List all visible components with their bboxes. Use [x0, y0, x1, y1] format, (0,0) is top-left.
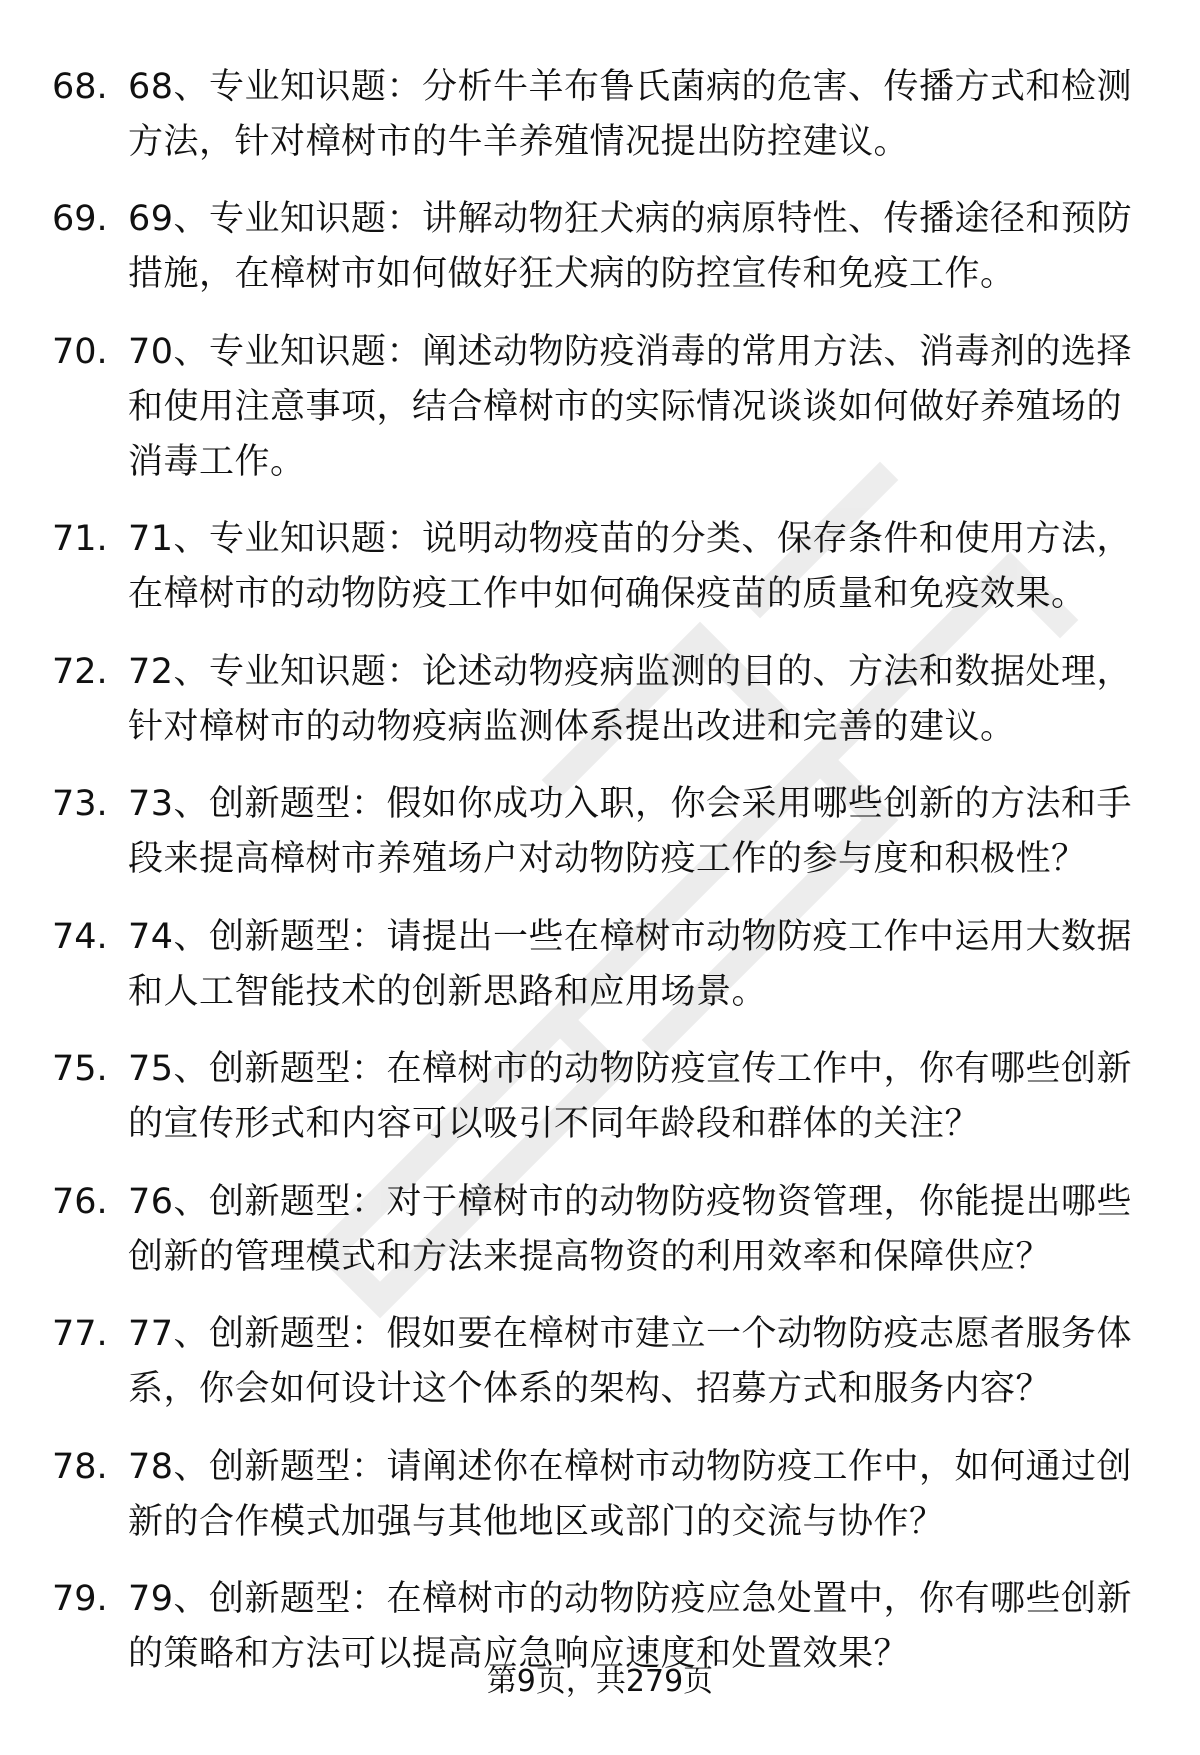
question-number: 78. — [52, 1447, 108, 1487]
question-number: 75. — [52, 1049, 108, 1089]
question-text: 78、创新题型：请阐述你在樟树市动物防疫工作中，如何通过创新的合作模式加强与其他地区或部门的交流与协作？ — [128, 1447, 1133, 1542]
question-number: 76. — [52, 1182, 108, 1222]
question-number: 79. — [52, 1579, 108, 1619]
question-number: 70. — [52, 332, 108, 372]
page-footer: 第9页，共279页 — [486, 1664, 714, 1699]
question-number: 68. — [52, 67, 108, 107]
question-number: 74. — [52, 917, 108, 957]
question-text: 70、专业知识题：阐述动物防疫消毒的常用方法、消毒剂的选择和使用注意事项，结合樟树市的实际情况谈谈如何做好养殖场的消毒工作。 — [128, 332, 1133, 482]
question-text: 74、创新题型：请提出一些在樟树市动物防疫工作中运用大数据和人工智能技术的创新思路和应用场景。 — [128, 917, 1133, 1012]
question-text: 68、专业知识题：分析牛羊布鲁氏菌病的危害、传播方式和检测方法，针对樟树市的牛羊养殖情况提出防控建议。 — [128, 67, 1133, 162]
question-text: 71、专业知识题：说明动物疫苗的分类、保存条件和使用方法，在樟树市的动物防疫工作中如何确保疫苗的质量和免疫效果。 — [128, 519, 1133, 614]
question-number: 77. — [52, 1314, 108, 1354]
question-text: 73、创新题型：假如你成功入职，你会采用哪些创新的方法和手段来提高樟树市养殖场户对动物防疫工作的参与度和积极性？ — [128, 784, 1133, 879]
question-text: 76、创新题型：对于樟树市的动物防疫物资管理，你能提出哪些创新的管理模式和方法来提高物资的利用效率和保障供应？ — [128, 1182, 1133, 1277]
question-text: 79、创新题型：在樟树市的动物防疫应急处置中，你有哪些创新的策略和方法可以提高应急响应速度和处置效果？ — [128, 1579, 1133, 1674]
question-number: 71. — [52, 519, 108, 559]
question-text: 72、专业知识题：论述动物疫病监测的目的、方法和数据处理，针对樟树市的动物疫病监测体系提出改进和完善的建议。 — [128, 652, 1133, 747]
question-text: 77、创新题型：假如要在樟树市建立一个动物防疫志愿者服务体系，你会如何设计这个体系的架构、招募方式和服务内容？ — [128, 1314, 1133, 1409]
question-number: 73. — [52, 784, 108, 824]
question-number: 72. — [52, 652, 108, 692]
question-text: 75、创新题型：在樟树市的动物防疫宣传工作中，你有哪些创新的宣传形式和内容可以吸引不同年龄段和群体的关注？ — [128, 1049, 1133, 1144]
question-number: 69. — [52, 199, 108, 239]
question-text: 69、专业知识题：讲解动物狂犬病的病原特性、传播途径和预防措施，在樟树市如何做好狂犬病的防控宣传和免疫工作。 — [128, 199, 1133, 294]
